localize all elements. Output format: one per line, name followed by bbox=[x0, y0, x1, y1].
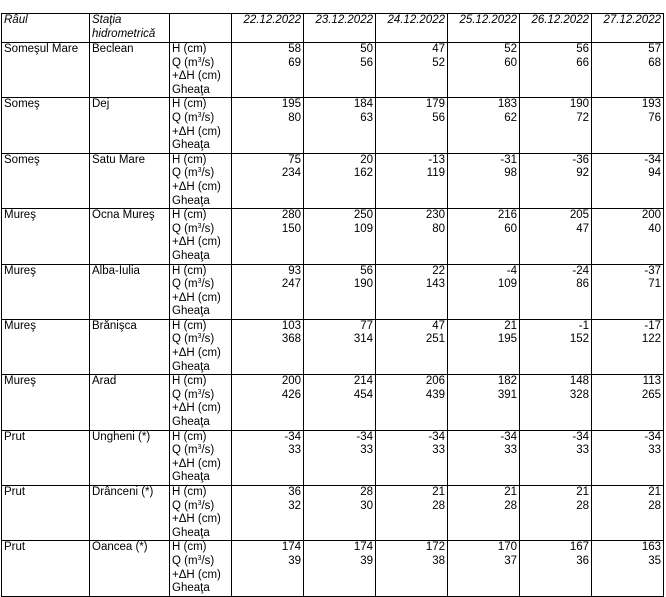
water-level-value: -4 bbox=[506, 264, 517, 277]
water-level-value: -34 bbox=[644, 153, 661, 166]
level-change-label: +ΔH (cm) bbox=[172, 70, 221, 83]
parameter-labels-cell bbox=[170, 153, 232, 208]
value-cell bbox=[592, 319, 664, 374]
value-cell bbox=[304, 375, 376, 430]
value-cell bbox=[520, 430, 592, 485]
discharge-label-prefix: Q (m bbox=[172, 444, 198, 457]
discharge-value: 36 bbox=[576, 554, 589, 567]
table-row bbox=[2, 430, 664, 485]
water-level-value: 170 bbox=[497, 541, 517, 554]
water-level-value: 163 bbox=[641, 541, 661, 554]
parameter-labels-cell bbox=[170, 319, 232, 374]
ice-label: Gheaţa bbox=[172, 83, 210, 96]
water-level-value: -34 bbox=[644, 430, 661, 443]
water-level-value: 214 bbox=[353, 375, 373, 388]
date-column-header: 24.12.2022 bbox=[376, 14, 448, 43]
value-cell bbox=[304, 430, 376, 485]
water-level-value: 190 bbox=[569, 98, 589, 111]
discharge-label-suffix: /s) bbox=[201, 222, 215, 235]
water-level-value: 206 bbox=[425, 375, 445, 388]
water-level-value: 93 bbox=[288, 264, 301, 277]
water-level-value: 230 bbox=[425, 209, 445, 222]
discharge-value: 94 bbox=[648, 167, 661, 180]
level-change-label: +ΔH (cm) bbox=[172, 513, 221, 526]
water-level-value: 47 bbox=[432, 319, 445, 332]
station-column-header bbox=[90, 14, 170, 43]
value-cell bbox=[448, 430, 520, 485]
water-level-value: 22 bbox=[432, 264, 445, 277]
ice-label: Gheaţa bbox=[172, 194, 210, 207]
water-level-value: -31 bbox=[500, 153, 517, 166]
discharge-value: 328 bbox=[569, 388, 589, 401]
discharge-value: 98 bbox=[504, 167, 517, 180]
table-row bbox=[2, 264, 664, 319]
discharge-value: 69 bbox=[288, 56, 301, 69]
discharge-value: 190 bbox=[353, 278, 373, 291]
discharge-label-suffix: /s) bbox=[201, 56, 215, 69]
value-cell bbox=[520, 209, 592, 264]
value-cell bbox=[304, 319, 376, 374]
water-level-value: -36 bbox=[572, 153, 589, 166]
station-cell: Alba-Iulia bbox=[90, 264, 170, 319]
discharge-value: 28 bbox=[648, 499, 661, 512]
value-cell bbox=[376, 153, 448, 208]
station-header-line2: hidrometrică bbox=[92, 27, 156, 40]
discharge-label-superscript: 3 bbox=[197, 167, 202, 175]
discharge-value: 391 bbox=[497, 388, 517, 401]
parameter-labels-cell bbox=[170, 430, 232, 485]
water-level-value: -1 bbox=[578, 319, 589, 332]
discharge-value: 28 bbox=[432, 499, 445, 512]
level-change-label: +ΔH (cm) bbox=[172, 402, 221, 415]
value-cell bbox=[448, 98, 520, 153]
discharge-value: 150 bbox=[281, 222, 301, 235]
value-cell bbox=[520, 486, 592, 541]
value-cell bbox=[592, 264, 664, 319]
discharge-label-prefix: Q (m bbox=[172, 554, 198, 567]
river-cell: Prut bbox=[2, 486, 90, 541]
date-column-header: 22.12.2022 bbox=[232, 14, 304, 43]
discharge-value: 80 bbox=[432, 222, 445, 235]
discharge-value: 28 bbox=[576, 499, 589, 512]
station-cell: Beclean bbox=[90, 43, 170, 98]
water-level-value: -34 bbox=[572, 430, 589, 443]
river-cell: Mureş bbox=[2, 209, 90, 264]
station-cell: Drânceni (*) bbox=[90, 486, 170, 541]
water-level-value: 174 bbox=[353, 541, 373, 554]
discharge-value: 195 bbox=[497, 333, 517, 346]
discharge-value: 265 bbox=[641, 388, 661, 401]
water-level-value: 182 bbox=[497, 375, 517, 388]
table-row bbox=[2, 541, 664, 596]
table-row bbox=[2, 319, 664, 374]
discharge-label-suffix: /s) bbox=[201, 444, 215, 457]
value-cell bbox=[520, 43, 592, 98]
water-level-value: 179 bbox=[425, 98, 445, 111]
discharge-value: 56 bbox=[432, 111, 445, 124]
station-cell: Ocna Mureş bbox=[90, 209, 170, 264]
value-cell bbox=[520, 98, 592, 153]
parameter-labels-cell bbox=[170, 375, 232, 430]
water-level-label: H (cm) bbox=[172, 430, 207, 443]
water-level-label: H (cm) bbox=[172, 98, 207, 111]
value-cell bbox=[376, 209, 448, 264]
ice-label: Gheaţa bbox=[172, 305, 210, 318]
discharge-label-suffix: /s) bbox=[201, 499, 215, 512]
table-row bbox=[2, 153, 664, 208]
water-level-value: 172 bbox=[425, 541, 445, 554]
discharge-value: 37 bbox=[504, 554, 517, 567]
value-cell bbox=[232, 541, 304, 596]
station-header-line1: Staţia bbox=[92, 14, 122, 26]
discharge-label-prefix: Q (m bbox=[172, 388, 198, 401]
value-cell bbox=[376, 319, 448, 374]
value-cell bbox=[232, 319, 304, 374]
water-level-value: 47 bbox=[432, 43, 445, 55]
discharge-value: 60 bbox=[504, 222, 517, 235]
water-level-value: 52 bbox=[504, 43, 517, 55]
river-cell: Prut bbox=[2, 541, 90, 596]
water-level-value: 184 bbox=[353, 98, 373, 111]
discharge-label-superscript: 3 bbox=[197, 333, 202, 341]
water-level-value: 250 bbox=[353, 209, 373, 222]
discharge-value: 247 bbox=[281, 278, 301, 291]
discharge-value: 76 bbox=[648, 111, 661, 124]
discharge-value: 71 bbox=[648, 278, 661, 291]
water-level-value: 113 bbox=[642, 375, 661, 388]
value-cell bbox=[232, 264, 304, 319]
discharge-value: 33 bbox=[288, 444, 301, 457]
value-cell bbox=[232, 153, 304, 208]
discharge-value: 52 bbox=[432, 56, 445, 69]
value-cell bbox=[232, 209, 304, 264]
discharge-value: 109 bbox=[497, 278, 517, 291]
value-cell bbox=[304, 98, 376, 153]
water-level-value: 77 bbox=[360, 319, 373, 332]
date-column-header: 25.12.2022 bbox=[448, 14, 520, 43]
value-cell bbox=[448, 375, 520, 430]
date-column-header: 26.12.2022 bbox=[520, 14, 592, 43]
value-cell bbox=[592, 430, 664, 485]
discharge-label-prefix: Q (m bbox=[172, 222, 198, 235]
water-level-label: H (cm) bbox=[172, 486, 207, 498]
value-cell bbox=[448, 153, 520, 208]
value-cell bbox=[232, 43, 304, 98]
discharge-label-suffix: /s) bbox=[201, 278, 215, 291]
water-level-value: 56 bbox=[360, 264, 373, 277]
value-cell bbox=[376, 541, 448, 596]
river-cell: Someş bbox=[2, 98, 90, 153]
discharge-label-prefix: Q (m bbox=[172, 278, 198, 291]
discharge-value: 60 bbox=[504, 56, 517, 69]
water-level-value: 148 bbox=[569, 375, 589, 388]
discharge-value: 119 bbox=[426, 167, 445, 180]
discharge-value: 30 bbox=[360, 499, 373, 512]
station-cell: Dej bbox=[90, 98, 170, 153]
station-cell: Ungheni (*) bbox=[90, 430, 170, 485]
water-level-value: 200 bbox=[281, 375, 301, 388]
water-level-value: 193 bbox=[641, 98, 661, 111]
discharge-value: 109 bbox=[353, 222, 373, 235]
value-cell bbox=[520, 541, 592, 596]
discharge-label-superscript: 3 bbox=[197, 388, 202, 396]
value-cell bbox=[448, 486, 520, 541]
discharge-label-prefix: Q (m bbox=[172, 56, 198, 69]
water-level-label: H (cm) bbox=[172, 153, 207, 166]
value-cell bbox=[376, 43, 448, 98]
discharge-value: 33 bbox=[504, 444, 517, 457]
discharge-label-prefix: Q (m bbox=[172, 333, 198, 346]
water-level-value: 183 bbox=[497, 98, 517, 111]
river-cell: Mureş bbox=[2, 319, 90, 374]
water-level-value: 56 bbox=[576, 43, 589, 55]
water-level-value: 21 bbox=[504, 486, 517, 498]
station-cell: Satu Mare bbox=[90, 153, 170, 208]
water-level-value: 205 bbox=[569, 209, 589, 222]
discharge-value: 47 bbox=[576, 222, 589, 235]
value-cell bbox=[448, 43, 520, 98]
discharge-label-suffix: /s) bbox=[201, 388, 215, 401]
discharge-value: 32 bbox=[288, 499, 301, 512]
value-cell bbox=[592, 486, 664, 541]
water-level-value: 28 bbox=[360, 486, 373, 498]
table-header-row bbox=[2, 14, 664, 43]
level-change-label: +ΔH (cm) bbox=[172, 568, 221, 581]
discharge-value: 162 bbox=[353, 167, 373, 180]
discharge-label-prefix: Q (m bbox=[172, 111, 198, 124]
water-level-value: -34 bbox=[428, 430, 445, 443]
discharge-label-prefix: Q (m bbox=[172, 167, 198, 180]
discharge-value: 66 bbox=[576, 56, 589, 69]
discharge-value: 40 bbox=[648, 222, 661, 235]
discharge-label-superscript: 3 bbox=[197, 278, 202, 286]
water-level-value: 57 bbox=[648, 43, 661, 55]
level-change-label: +ΔH (cm) bbox=[172, 347, 221, 360]
discharge-value: 28 bbox=[504, 499, 517, 512]
ice-label: Gheaţa bbox=[172, 249, 210, 262]
discharge-label-superscript: 3 bbox=[197, 56, 202, 64]
water-level-value: -17 bbox=[644, 319, 661, 332]
table-row bbox=[2, 209, 664, 264]
water-level-value: 21 bbox=[432, 486, 445, 498]
water-level-value: 58 bbox=[288, 43, 301, 55]
ice-label: Gheaţa bbox=[172, 471, 210, 484]
table-row bbox=[2, 43, 664, 98]
parameter-labels-cell bbox=[170, 98, 232, 153]
discharge-value: 62 bbox=[504, 111, 517, 124]
ice-label: Gheaţa bbox=[172, 526, 210, 539]
discharge-value: 39 bbox=[288, 554, 301, 567]
level-change-label: +ΔH (cm) bbox=[172, 291, 221, 304]
station-cell: Oancea (*) bbox=[90, 541, 170, 596]
river-cell: Someş bbox=[2, 153, 90, 208]
discharge-value: 122 bbox=[641, 333, 661, 346]
water-level-value: 167 bbox=[569, 541, 589, 554]
level-change-label: +ΔH (cm) bbox=[172, 180, 221, 193]
water-level-label: H (cm) bbox=[172, 43, 207, 55]
discharge-value: 314 bbox=[353, 333, 373, 346]
value-cell bbox=[448, 209, 520, 264]
discharge-value: 33 bbox=[576, 444, 589, 457]
water-level-value: 200 bbox=[641, 209, 661, 222]
water-level-label: H (cm) bbox=[172, 209, 207, 222]
discharge-value: 63 bbox=[360, 111, 373, 124]
value-cell bbox=[520, 375, 592, 430]
water-level-label: H (cm) bbox=[172, 375, 207, 388]
water-level-value: -34 bbox=[500, 430, 517, 443]
water-level-value: 21 bbox=[648, 486, 661, 498]
value-cell bbox=[304, 209, 376, 264]
value-cell bbox=[304, 153, 376, 208]
parameter-labels-cell bbox=[170, 264, 232, 319]
water-level-value: 21 bbox=[504, 319, 517, 332]
discharge-value: 33 bbox=[432, 444, 445, 457]
river-cell: Mureş bbox=[2, 264, 90, 319]
value-cell bbox=[592, 541, 664, 596]
value-cell bbox=[448, 541, 520, 596]
level-change-label: +ΔH (cm) bbox=[172, 236, 221, 249]
discharge-label-superscript: 3 bbox=[197, 111, 202, 119]
water-level-value: 216 bbox=[497, 209, 517, 222]
value-cell bbox=[304, 264, 376, 319]
value-cell bbox=[448, 264, 520, 319]
river-cell: Someşul Mare bbox=[2, 43, 90, 98]
table-row bbox=[2, 375, 664, 430]
station-cell: Brănişca bbox=[90, 319, 170, 374]
water-level-label: H (cm) bbox=[172, 319, 207, 332]
table-row bbox=[2, 98, 664, 153]
value-cell bbox=[232, 486, 304, 541]
value-cell bbox=[592, 209, 664, 264]
ice-label: Gheaţa bbox=[172, 416, 210, 429]
discharge-value: 92 bbox=[576, 167, 589, 180]
discharge-value: 86 bbox=[576, 278, 589, 291]
value-cell bbox=[520, 319, 592, 374]
date-column-header: 23.12.2022 bbox=[304, 14, 376, 43]
ice-label: Gheaţa bbox=[172, 139, 210, 152]
value-cell bbox=[592, 375, 664, 430]
water-level-value: -34 bbox=[356, 430, 373, 443]
water-level-value: 103 bbox=[281, 319, 301, 332]
hydrological-data-table bbox=[1, 13, 664, 597]
discharge-label-suffix: /s) bbox=[201, 333, 215, 346]
value-cell bbox=[304, 486, 376, 541]
discharge-label-superscript: 3 bbox=[197, 554, 202, 562]
value-cell bbox=[592, 98, 664, 153]
discharge-value: 33 bbox=[360, 444, 373, 457]
water-level-value: 75 bbox=[288, 153, 301, 166]
value-cell bbox=[520, 153, 592, 208]
parameter-labels-cell bbox=[170, 486, 232, 541]
water-level-value: -34 bbox=[284, 430, 301, 443]
station-cell: Arad bbox=[90, 375, 170, 430]
discharge-value: 152 bbox=[569, 333, 589, 346]
water-level-value: 195 bbox=[281, 98, 301, 111]
discharge-value: 56 bbox=[360, 56, 373, 69]
discharge-value: 33 bbox=[648, 444, 661, 457]
discharge-value: 454 bbox=[353, 388, 373, 401]
discharge-value: 80 bbox=[288, 111, 301, 124]
discharge-value: 143 bbox=[425, 278, 445, 291]
value-cell bbox=[232, 375, 304, 430]
water-level-value: 280 bbox=[281, 209, 301, 222]
discharge-value: 68 bbox=[648, 56, 661, 69]
water-level-label: H (cm) bbox=[172, 264, 207, 277]
value-cell bbox=[232, 430, 304, 485]
discharge-label-suffix: /s) bbox=[201, 554, 215, 567]
value-cell bbox=[592, 43, 664, 98]
discharge-label-prefix: Q (m bbox=[172, 499, 198, 512]
parameter-labels-cell bbox=[170, 43, 232, 98]
water-level-value: 20 bbox=[360, 153, 373, 166]
value-cell bbox=[304, 43, 376, 98]
discharge-value: 38 bbox=[432, 554, 445, 567]
discharge-value: 35 bbox=[648, 554, 661, 567]
discharge-value: 426 bbox=[281, 388, 301, 401]
discharge-value: 72 bbox=[576, 111, 589, 124]
value-cell bbox=[232, 98, 304, 153]
water-level-value: 50 bbox=[360, 43, 373, 55]
water-level-value: 174 bbox=[281, 541, 301, 554]
water-level-value: 36 bbox=[288, 486, 301, 498]
water-level-label: H (cm) bbox=[172, 541, 207, 554]
table-row bbox=[2, 486, 664, 541]
value-cell bbox=[304, 541, 376, 596]
date-column-header: 27.12.2022 bbox=[592, 14, 664, 43]
discharge-value: 368 bbox=[281, 333, 301, 346]
river-column-header: Râul bbox=[2, 14, 90, 43]
ice-label: Gheaţa bbox=[172, 582, 210, 595]
water-level-value: -13 bbox=[428, 153, 445, 166]
level-change-label: +ΔH (cm) bbox=[172, 457, 221, 470]
discharge-label-superscript: 3 bbox=[197, 499, 202, 507]
water-level-value: 21 bbox=[576, 486, 589, 498]
water-level-value: -37 bbox=[644, 264, 661, 277]
value-cell bbox=[376, 375, 448, 430]
river-cell: Prut bbox=[2, 430, 90, 485]
discharge-label-suffix: /s) bbox=[201, 167, 215, 180]
level-change-label: +ΔH (cm) bbox=[172, 125, 221, 138]
ice-label: Gheaţa bbox=[172, 360, 210, 373]
value-cell bbox=[376, 430, 448, 485]
discharge-value: 439 bbox=[425, 388, 445, 401]
value-cell bbox=[376, 264, 448, 319]
discharge-label-superscript: 3 bbox=[197, 444, 202, 452]
parameter-labels-cell bbox=[170, 209, 232, 264]
river-cell: Mureş bbox=[2, 375, 90, 430]
value-cell bbox=[448, 319, 520, 374]
water-level-value: -24 bbox=[572, 264, 589, 277]
discharge-label-superscript: 3 bbox=[197, 222, 202, 230]
discharge-value: 251 bbox=[425, 333, 445, 346]
table-body bbox=[2, 43, 664, 597]
parameter-labels-cell bbox=[170, 541, 232, 596]
discharge-label-suffix: /s) bbox=[201, 111, 215, 124]
value-cell bbox=[376, 98, 448, 153]
discharge-value: 234 bbox=[281, 167, 301, 180]
value-cell bbox=[520, 264, 592, 319]
value-cell bbox=[376, 486, 448, 541]
discharge-value: 39 bbox=[360, 554, 373, 567]
parameter-column-header bbox=[170, 14, 232, 43]
value-cell bbox=[592, 153, 664, 208]
